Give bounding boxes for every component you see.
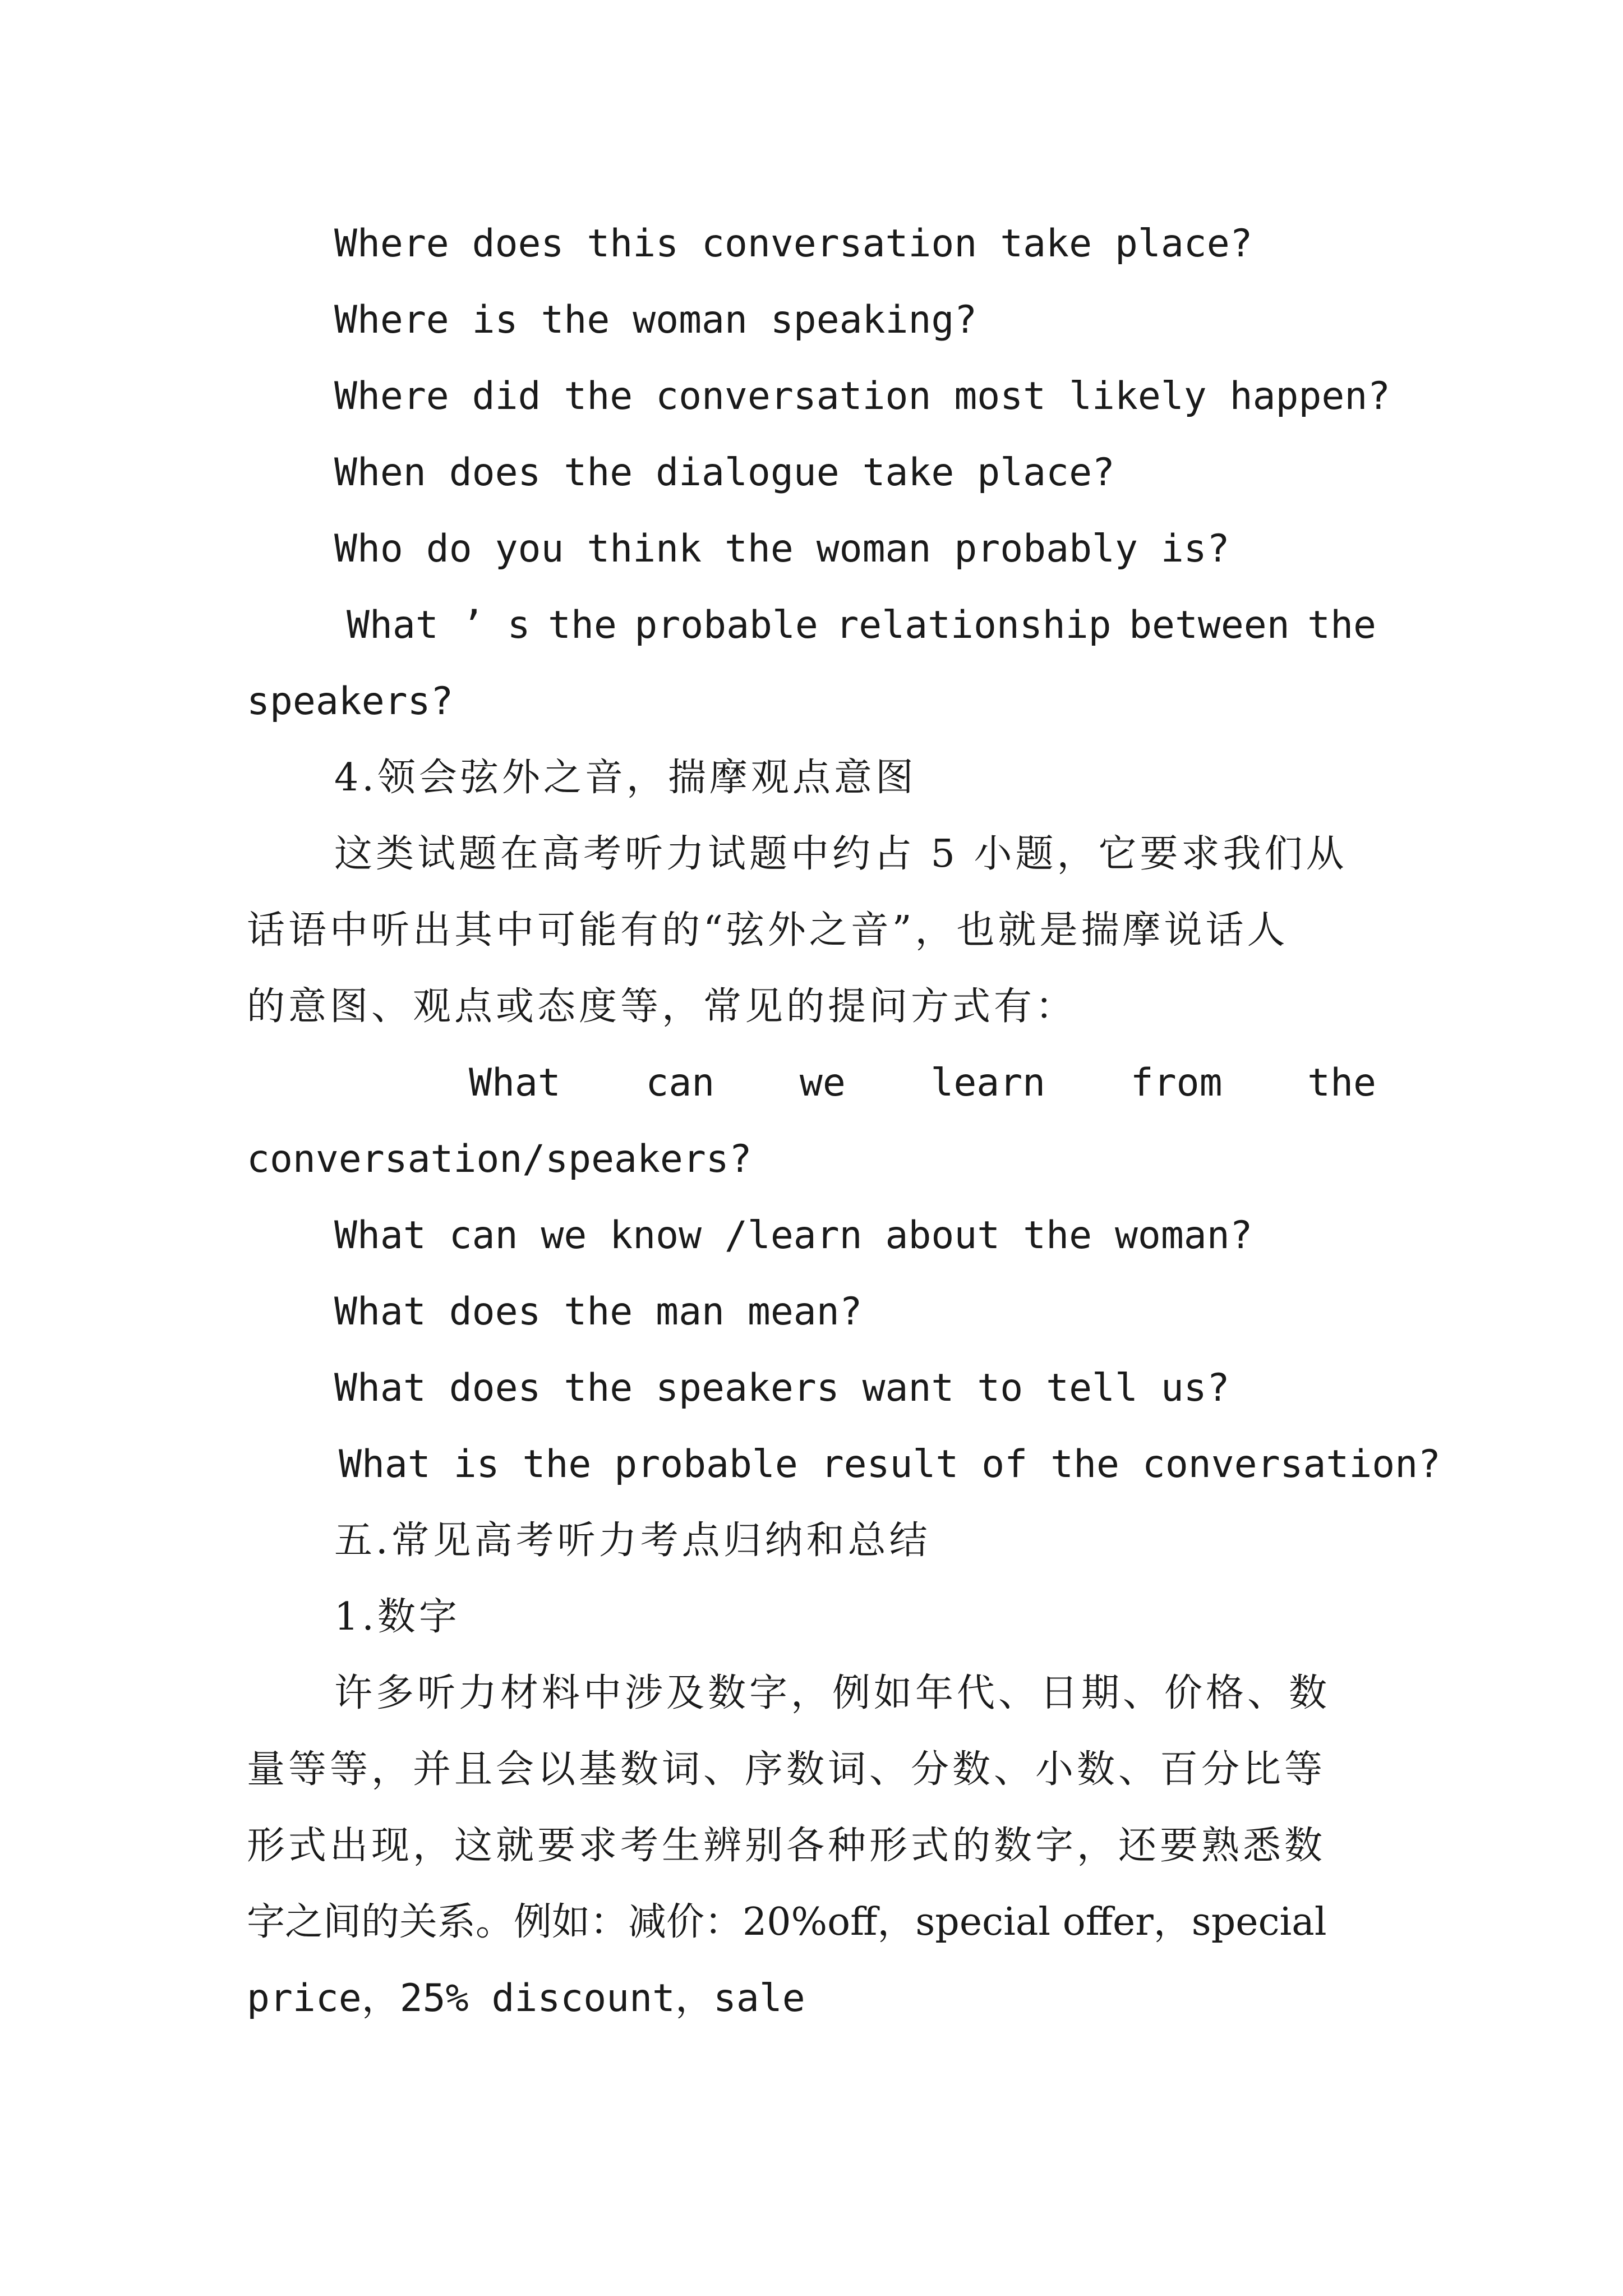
- word: can: [645, 1061, 715, 1105]
- text-line: Where did the conversation most likely happen?: [334, 374, 1391, 418]
- text-line: 的意图、观点或态度等，常见的提问方式有：: [247, 984, 1077, 1029]
- word: probable: [634, 603, 818, 647]
- text-line: Who do you think the woman probably is?: [334, 527, 1230, 571]
- word: the: [1307, 603, 1376, 647]
- text-line: What is the probable result of the conversation?: [339, 1442, 1441, 1487]
- text-line: 话语中听出其中可能有的“弦外之音”，也就是揣摩说话人: [247, 908, 1289, 953]
- word: What ’ s: [347, 603, 531, 647]
- text-line: speakers?: [247, 679, 454, 724]
- text-line: What does the man mean?: [334, 1290, 863, 1334]
- word: What: [469, 1061, 561, 1105]
- word: between: [1129, 603, 1290, 647]
- word: learn: [930, 1061, 1046, 1105]
- word: from: [1130, 1061, 1223, 1105]
- text-line: 这类试题在高考听力试题中约占 5 小题，它要求我们从: [334, 832, 1348, 876]
- text-line: 许多听力材料中涉及数字，例如年代、日期、价格、数: [334, 1671, 1331, 1715]
- section-heading: 4.领会弦外之音，揣摩观点意图: [334, 756, 917, 800]
- text-line: 量等等，并且会以基数词、序数词、分数、小数、百分比等: [247, 1747, 1326, 1792]
- text-line: Where does this conversation take place?: [334, 222, 1253, 266]
- text-line: What does the speakers want to tell us?: [334, 1366, 1230, 1410]
- text-line: 字之间的关系。例如：减价：20%off，special offer，special: [247, 1900, 1327, 1944]
- text-line: conversation/speakers?: [247, 1137, 752, 1181]
- word: we: [799, 1061, 846, 1105]
- text-line-justified: [0, 592, 1623, 659]
- text-line-justified: [0, 1050, 1623, 1117]
- text-line: price，25% discount，sale: [247, 1976, 805, 2021]
- section-heading: 1.数字: [334, 1595, 460, 1639]
- text-line: Where is the woman speaking?: [334, 298, 978, 342]
- word: relationship: [836, 603, 1112, 647]
- word: the: [1307, 1061, 1376, 1105]
- text-line: When does the dialogue take place?: [334, 450, 1115, 495]
- word: the: [548, 603, 617, 647]
- text-line: What can we know /learn about the woman?: [334, 1213, 1253, 1258]
- text-line: 形式出现，这就要求考生辨别各种形式的数字，还要熟悉数: [247, 1824, 1326, 1868]
- section-heading: 五.常见高考听力考点归纳和总结: [334, 1519, 931, 1563]
